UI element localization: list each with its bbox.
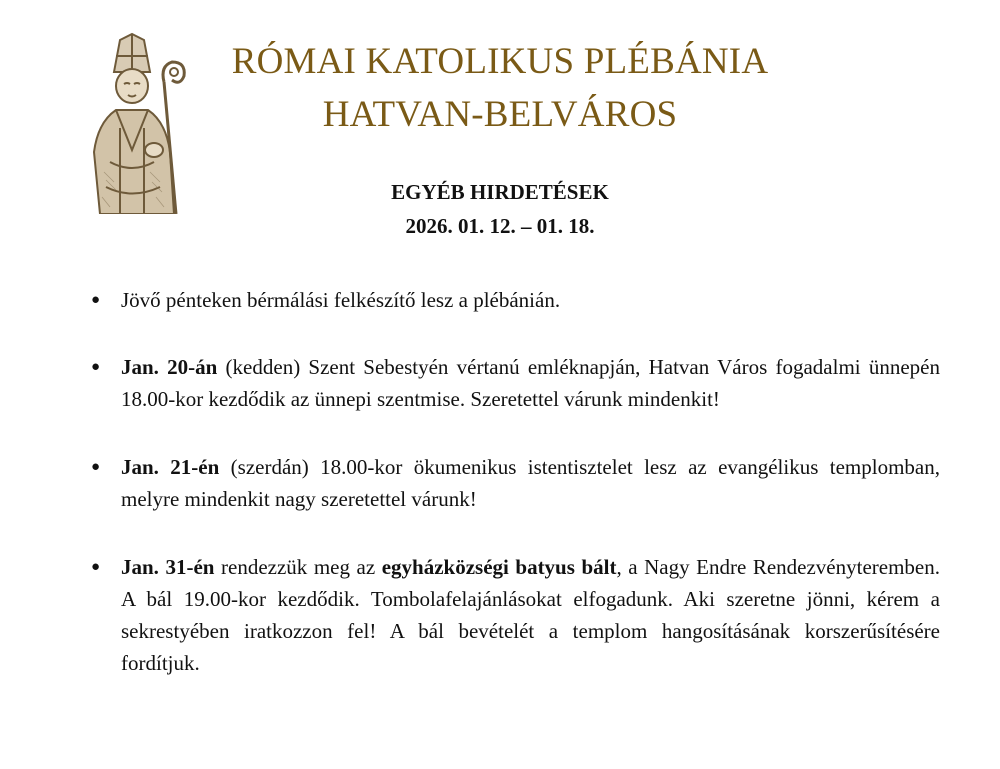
announcement-text: (kedden) Szent Sebestyén vértanú emléknapján, Hatvan Város fogadalmi ünnepén 18.00-kor kezdődik az ünnepi szentmise. Szeretettel várunk mindenkit!: [121, 355, 940, 411]
event-name: egyházközségi batyus bált: [381, 555, 617, 579]
announcements-heading: EGYÉB HIRDETÉSEK: [391, 180, 609, 204]
bullet-icon: ●: [91, 359, 101, 375]
bullet-icon: ●: [91, 292, 101, 308]
parish-title-line1: RÓMAI KATOLIKUS PLÉBÁNIA: [231, 41, 769, 82]
announcement-date: Jan. 20-án: [121, 355, 218, 379]
date-range: 2026. 01. 12. – 01. 18.: [405, 214, 595, 238]
announcement-text: , a Nagy Endre Rendezvényteremben. A bál 19.00-kor kezdődik. Tombolafelajánlásokat elfogadunk. Aki szeretne jönni, kérem a sekrestyében iratkozzon fel! A bál bevételét a templom hangosításának korszerűsítésére fordítjuk.: [121, 555, 940, 675]
announcement-date: Jan. 21-én: [121, 455, 220, 479]
bullet-icon: ●: [91, 559, 101, 575]
announcement-item: [88, 284, 940, 316]
announcement-text: (szerdán) 18.00-kor ökumenikus istentisztelet lesz az evangélikus templomban, melyre mindenkit nagy szeretettel várunk!: [121, 455, 940, 511]
announcement-item: [88, 551, 940, 679]
bullet-icon: ●: [91, 459, 101, 475]
announcement-text: rendezzük meg az: [214, 555, 382, 579]
announcement-item: [88, 451, 940, 515]
announcement-text: Jövő pénteken bérmálási felkészítő lesz a plébánián.: [121, 288, 561, 312]
parish-title-line2: HATVAN-BELVÁROS: [322, 94, 678, 135]
announcement-date: Jan. 31-én: [121, 555, 215, 579]
announcement-list: [88, 284, 940, 714]
announcement-item: [88, 351, 940, 415]
